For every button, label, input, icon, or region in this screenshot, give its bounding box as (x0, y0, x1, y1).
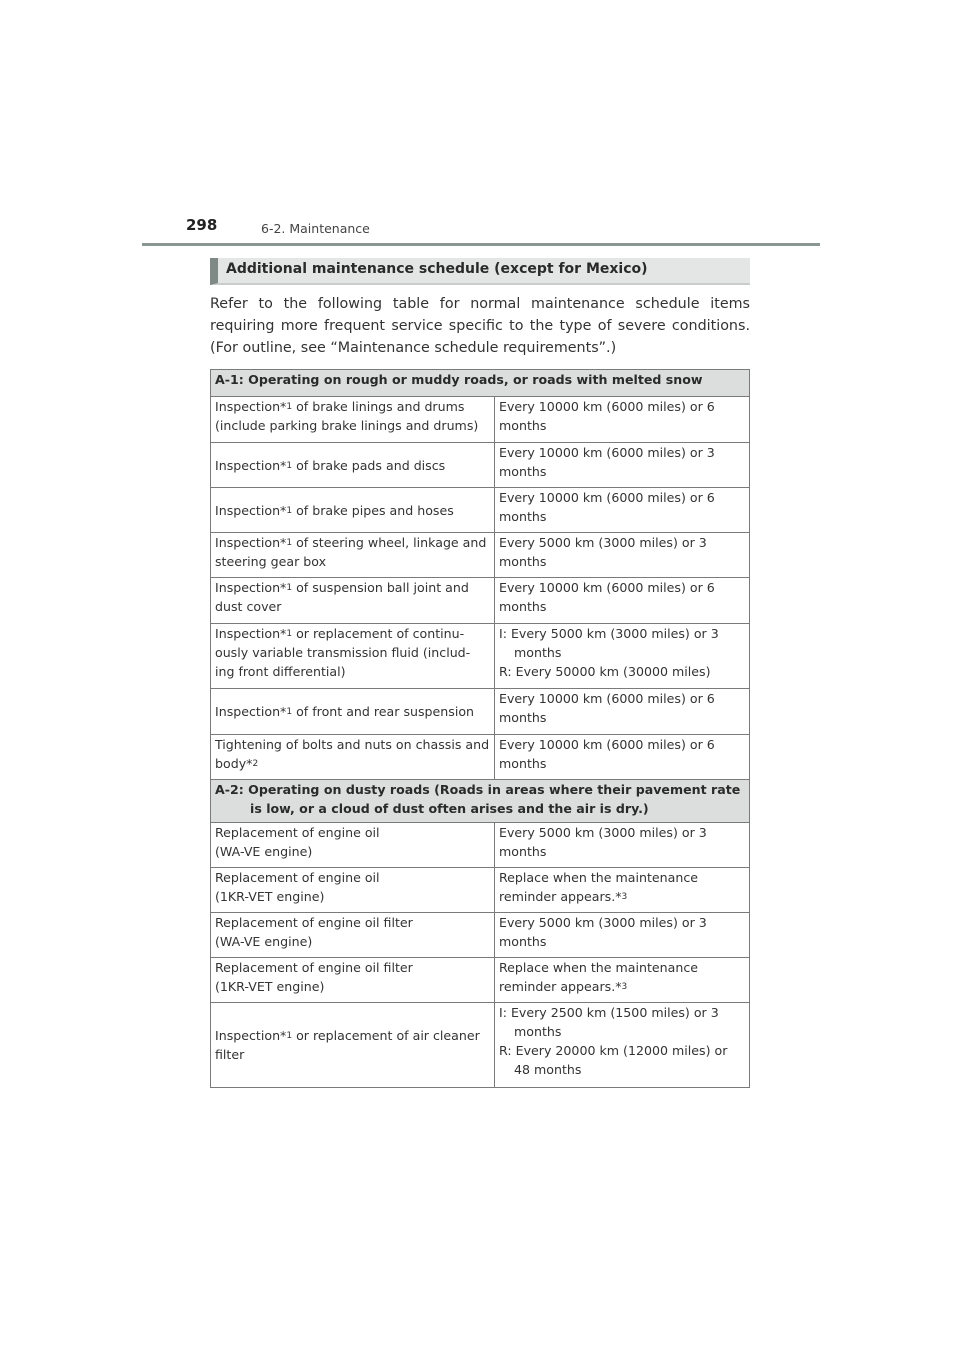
interval-cell: Replace when the maintenance reminder appears.*$^3$ (495, 868, 750, 913)
item-cell: Inspection*$^1$ of suspension ball joint and dust cover (211, 578, 495, 624)
item-cell: Replacement of engine oil (1KR-VET engine) (211, 868, 495, 913)
interval-cell: Every 10000 km (6000 miles) or 6 months (495, 689, 750, 735)
item-cell: Tightening of bolts and nuts on chassis and body*$^2$ (211, 735, 495, 780)
table-row (211, 913, 750, 958)
intro-paragraph: Refer to the following table for normal maintenance schedule items requiring more frequent service specific to the type of severe conditions. (For outline, see “Maintenance schedule requirements”.) (210, 296, 750, 356)
interval-cell: Every 10000 km (6000 miles) or 3 months (495, 443, 750, 488)
interval-cell: Every 5000 km (3000 miles) or 3 months (495, 533, 750, 578)
item-cell: Inspection*$^1$ of brake pipes and hoses (211, 488, 495, 533)
section-reference: 6-2. Maintenance (261, 221, 370, 236)
interval-cell: Every 10000 km (6000 miles) or 6 months (495, 735, 750, 780)
table-row (211, 624, 750, 689)
item-cell: Inspection*$^1$ of brake linings and drums (include parking brake linings and drums) (211, 397, 495, 443)
interval-cell: Every 5000 km (3000 miles) or 3 months (495, 913, 750, 958)
item-cell: Inspection*$^1$ of steering wheel, linkage and steering gear box (211, 533, 495, 578)
interval-cell: Every 10000 km (6000 miles) or 6 months (495, 397, 750, 443)
interval-cell: Every 5000 km (3000 miles) or 3 months (495, 823, 750, 868)
maintenance-schedule-table (210, 369, 750, 1088)
table-row (211, 958, 750, 1003)
interval-cell: I: Every 5000 km (3000 miles) or 3 months R: Every 50000 km (30000 miles) (495, 624, 750, 689)
group-header-a1: A-1: Operating on rough or muddy roads, or roads with melted snow (211, 370, 750, 397)
section-heading-text: Additional maintenance schedule (except for Mexico) (226, 261, 648, 277)
page-number: 298 (186, 216, 218, 234)
group-header-a2: A-2: Operating on dusty roads (Roads in areas where their pavement rate is low, or a cloud of dust often arises and the air is dry.) (211, 780, 750, 823)
item-cell: Inspection*$^1$ of brake pads and discs (211, 443, 495, 488)
item-cell: Replacement of engine oil filter (1KR-VET engine) (211, 958, 495, 1003)
group-header-row (211, 370, 750, 397)
item-cell: Inspection*$^1$ or replacement of air cleaner filter (211, 1003, 495, 1088)
table-row (211, 443, 750, 488)
table-row (211, 689, 750, 735)
section-heading (210, 258, 750, 285)
header-rule (142, 243, 820, 246)
group-header-row (211, 780, 750, 823)
item-cell: Inspection*$^1$ or replacement of continu- ously variable transmission fluid (includ- ing front differential) (211, 624, 495, 689)
table-row (211, 578, 750, 624)
item-cell: Replacement of engine oil (WA-VE engine) (211, 823, 495, 868)
table-row (211, 823, 750, 868)
interval-cell: Every 10000 km (6000 miles) or 6 months (495, 578, 750, 624)
interval-cell: I: Every 2500 km (1500 miles) or 3 months R: Every 20000 km (12000 miles) or 48 months (495, 1003, 750, 1088)
table-row (211, 868, 750, 913)
interval-cell: Every 10000 km (6000 miles) or 6 months (495, 488, 750, 533)
table-row (211, 1003, 750, 1088)
table-row (211, 488, 750, 533)
table-row (211, 735, 750, 780)
table-row (211, 533, 750, 578)
interval-cell: Replace when the maintenance reminder appears.*$^3$ (495, 958, 750, 1003)
item-cell: Inspection*$^1$ of front and rear suspension (211, 689, 495, 735)
table-row (211, 397, 750, 443)
item-cell: Replacement of engine oil filter (WA-VE engine) (211, 913, 495, 958)
